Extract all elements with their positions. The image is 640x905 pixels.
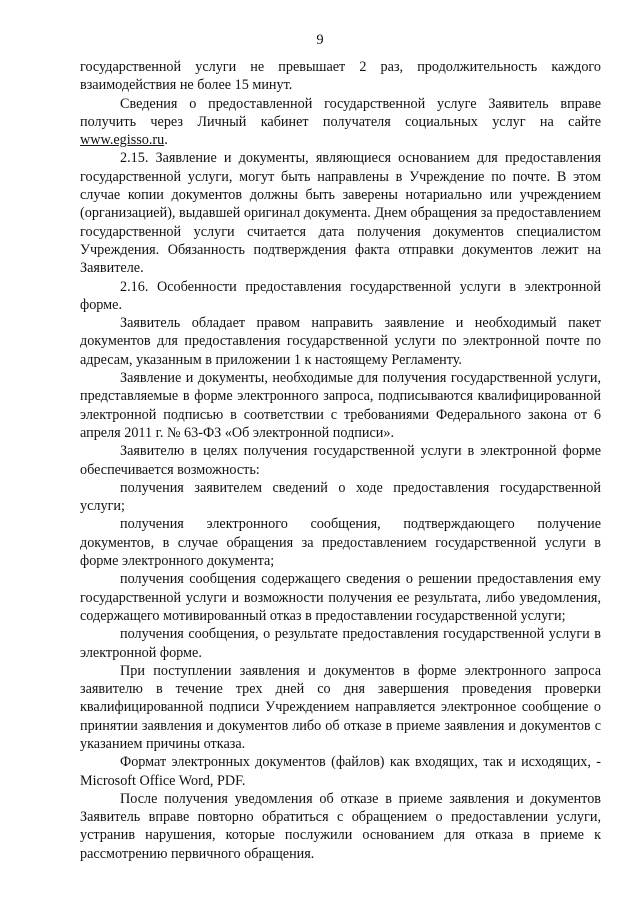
page-number: 9 [316, 32, 324, 48]
paragraph-5: Заявитель обладает правом направить заявление и необходимый пакет документов для предоставления государственной услуги по электронной почте по адресам, указанным в приложении 1 к настоящему Регламенту. [80, 315, 601, 368]
paragraph-7: Заявителю в целях получения государственной услуги в электронной форме обеспечивается возможность: [80, 443, 601, 478]
paragraph-2-text: Сведения о предоставленной государственной услуге Заявитель вправе получить через Личный кабинет получателя социальных услуг на сайте [80, 95, 601, 130]
list-item-3: получения сообщения содержащего сведения о решении предоставления ему государственной услуги и возможности получения ее результата, либо уведомления, содержащего мотивированный отказ в предоставлении государственной услуги; [80, 571, 601, 624]
paragraph-13: Формат электронных документов (файлов) как входящих, так и исходящих, - Microsoft Office Word, PDF. [80, 754, 601, 789]
list-item-1: получения заявителем сведений о ходе предоставления государственной услуги; [80, 479, 601, 515]
paragraph-6: Заявление и документы, необходимые для получения государственной услуги, представляемые в форме электронного запроса, подписываются квалифицированной электронной подписью в соответствии с требованиями Федерального закона от 6 апреля 2011 г. № 63-ФЗ «Об электронной подписи». [80, 370, 601, 441]
paragraph-14: После получения уведомления об отказе в приеме заявления и документов Заявитель вправе повторно обратиться с обращением о предоставлении услуги, устранив нарушения, которые послужили основанием для отказа в приеме к рассмотрению первичного обращения. [80, 790, 601, 862]
paragraph-12: При поступлении заявления и документов в форме электронного запроса заявителю в течение трех дней со дня завершения проведения проверки квалифицированной подписи Учреждением направляется электронное сообщение о принятии заявления и документов либо об отказе в приеме заявления и документов с указанием причины отказа. [80, 662, 601, 752]
section-heading-2-16: 2.16. Особенности предоставления государственной услуги в электронной форме. [80, 278, 601, 313]
paragraph-1: государственной услуги не превышает 2 раз, продолжительность каждого взаимодействия не более 15 минут. [80, 59, 601, 94]
list-item-2: получения электронного сообщения, подтверждающего получение документов, в случае обращения за предоставлением государственной услуги в форме электронного документа; [80, 516, 601, 570]
egisso-link[interactable]: www.egisso.ru [80, 132, 165, 149]
paragraph-2-end: . [164, 132, 168, 149]
paragraph-3: 2.15. Заявление и документы, являющиеся основанием для предоставления государственной услуги, могут быть направлены в Учреждение по почте. В этом случае копии документов должны быть заверены нотариально или учреждением (организацией), выдавшей оригинал документа. Днем обращения за предоставлением государственной услуги считается дата получения документов специалистом Учреждения. Обязанность подтверждения факта отправки документов лежит на Заявителе. [80, 150, 601, 277]
list-item-4: получения сообщения, о результате предоставления государственной услуги в электронной форме. [80, 626, 601, 661]
document-body [80, 58, 601, 863]
paragraph-2 [80, 95, 601, 150]
